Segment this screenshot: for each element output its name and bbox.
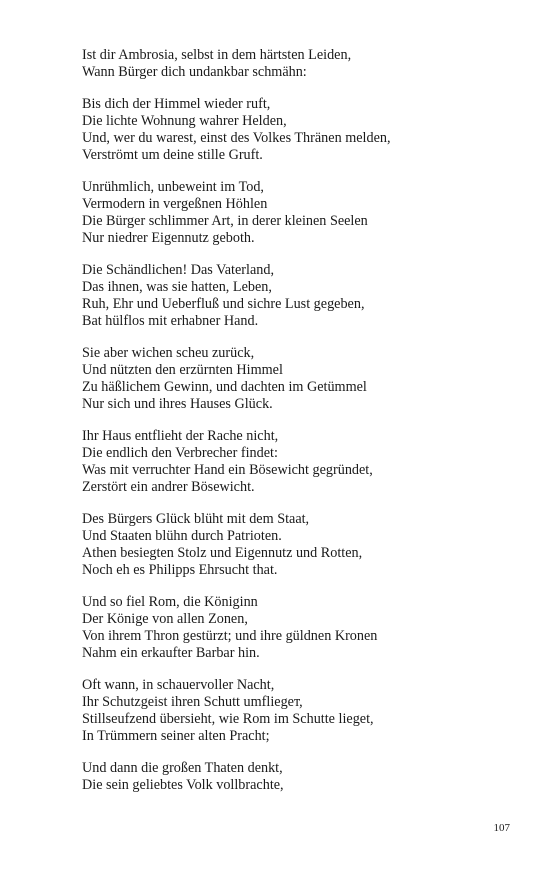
verse-line: Nur niedrer Eigennutz geboth. [82,229,255,246]
verse-line: Zerstört ein andrer Bösewicht. [82,478,255,495]
verse-line: Noch eh es Philipps Ehrsucht that. [82,561,278,578]
verse-line: Vermodern in vergeßnen Höhlen [82,196,268,213]
stanza-5 [82,345,522,412]
verse-line: Bat hülflos mit erhabner Hand. [82,312,259,329]
stanza-6 [82,428,522,495]
verse-line: Des Bürgers Glück blüht mit dem Staat, [82,511,310,528]
verse-line: Zu häßlichem Gewinn, und dachten im Getümmel [82,378,367,395]
verse-line: Die endlich den Verbrecher findet: [82,445,278,462]
verse-line: Oft wann, in schauervoller Nacht, [82,677,275,694]
verse-line: Die lichte Wohnung wahrer Helden, [82,113,287,130]
verse-line: Die Schändlichen! Das Vaterland, [82,262,274,279]
verse-line: Die sein geliebtes Volk vollbrachte, [82,777,284,794]
verse-line: Und dann die großen Thaten denkt, [82,760,283,777]
verse-line: Von ihrem Thron gestürzt; und ihre güldnen Kronen [82,627,378,644]
stanza-7 [82,511,522,578]
verse-line: Was mit verruchter Hand ein Bösewicht gegründet, [82,461,373,478]
verse-line: Ihr Haus entflieht der Rache nicht, [82,428,279,445]
verse-line: Wann Bürger dich undankbar schmähn: [82,63,307,80]
verse-line: Und nützten den erzürnten Himmel [82,362,283,379]
verse-line: Das ihnen, was sie hatten, Leben, [82,279,272,296]
verse-line: In Trümmern seiner alten Pracht; [82,727,270,744]
stanza-1 [82,47,522,81]
verse-line: Und so fiel Rom, die Königinn [82,594,258,611]
page-number: 107 [493,822,510,834]
stanza-9 [82,677,522,744]
stanza-10 [82,760,522,794]
stanza-3 [82,179,522,246]
stanza-4 [82,262,522,329]
verse-line: Bis dich der Himmel wieder ruft, [82,96,271,113]
poem-text [82,47,522,810]
verse-line: Die Bürger schlimmer Art, in derer kleinen Seelen [82,212,368,229]
stanza-8 [82,594,522,661]
verse-line: Ihr Schutzgeist ihren Schutt umfliegет, [82,694,303,711]
verse-line: Der Könige von allen Zonen, [82,611,248,628]
verse-line: Ist dir Ambrosia, selbst in dem härtsten Leiden, [82,47,352,63]
verse-line: Stillseufzend übersieht, wie Rom im Schutte lieget, [82,710,374,727]
verse-line: Unrühmlich, unbeweint im Tod, [82,179,264,196]
stanza-2 [82,96,522,163]
verse-line: Und Staaten blühn durch Patrioten. [82,528,282,545]
verse-line: Nahm ein erkaufter Barbar hin. [82,644,260,661]
verse-line: Verströmt um deine stille Gruft. [82,146,263,163]
verse-line: Ruh, Ehr und Ueberfluß und sichre Lust gegeben, [82,295,365,312]
verse-line: Athen besiegten Stolz und Eigennutz und Rotten, [82,544,363,561]
verse-line: Nur sich und ihres Hauses Glück. [82,395,273,412]
verse-line: Sie aber wichen scheu zurück, [82,345,255,362]
verse-line: Und, wer du warest, einst des Volkes Thränen melden, [82,129,391,146]
